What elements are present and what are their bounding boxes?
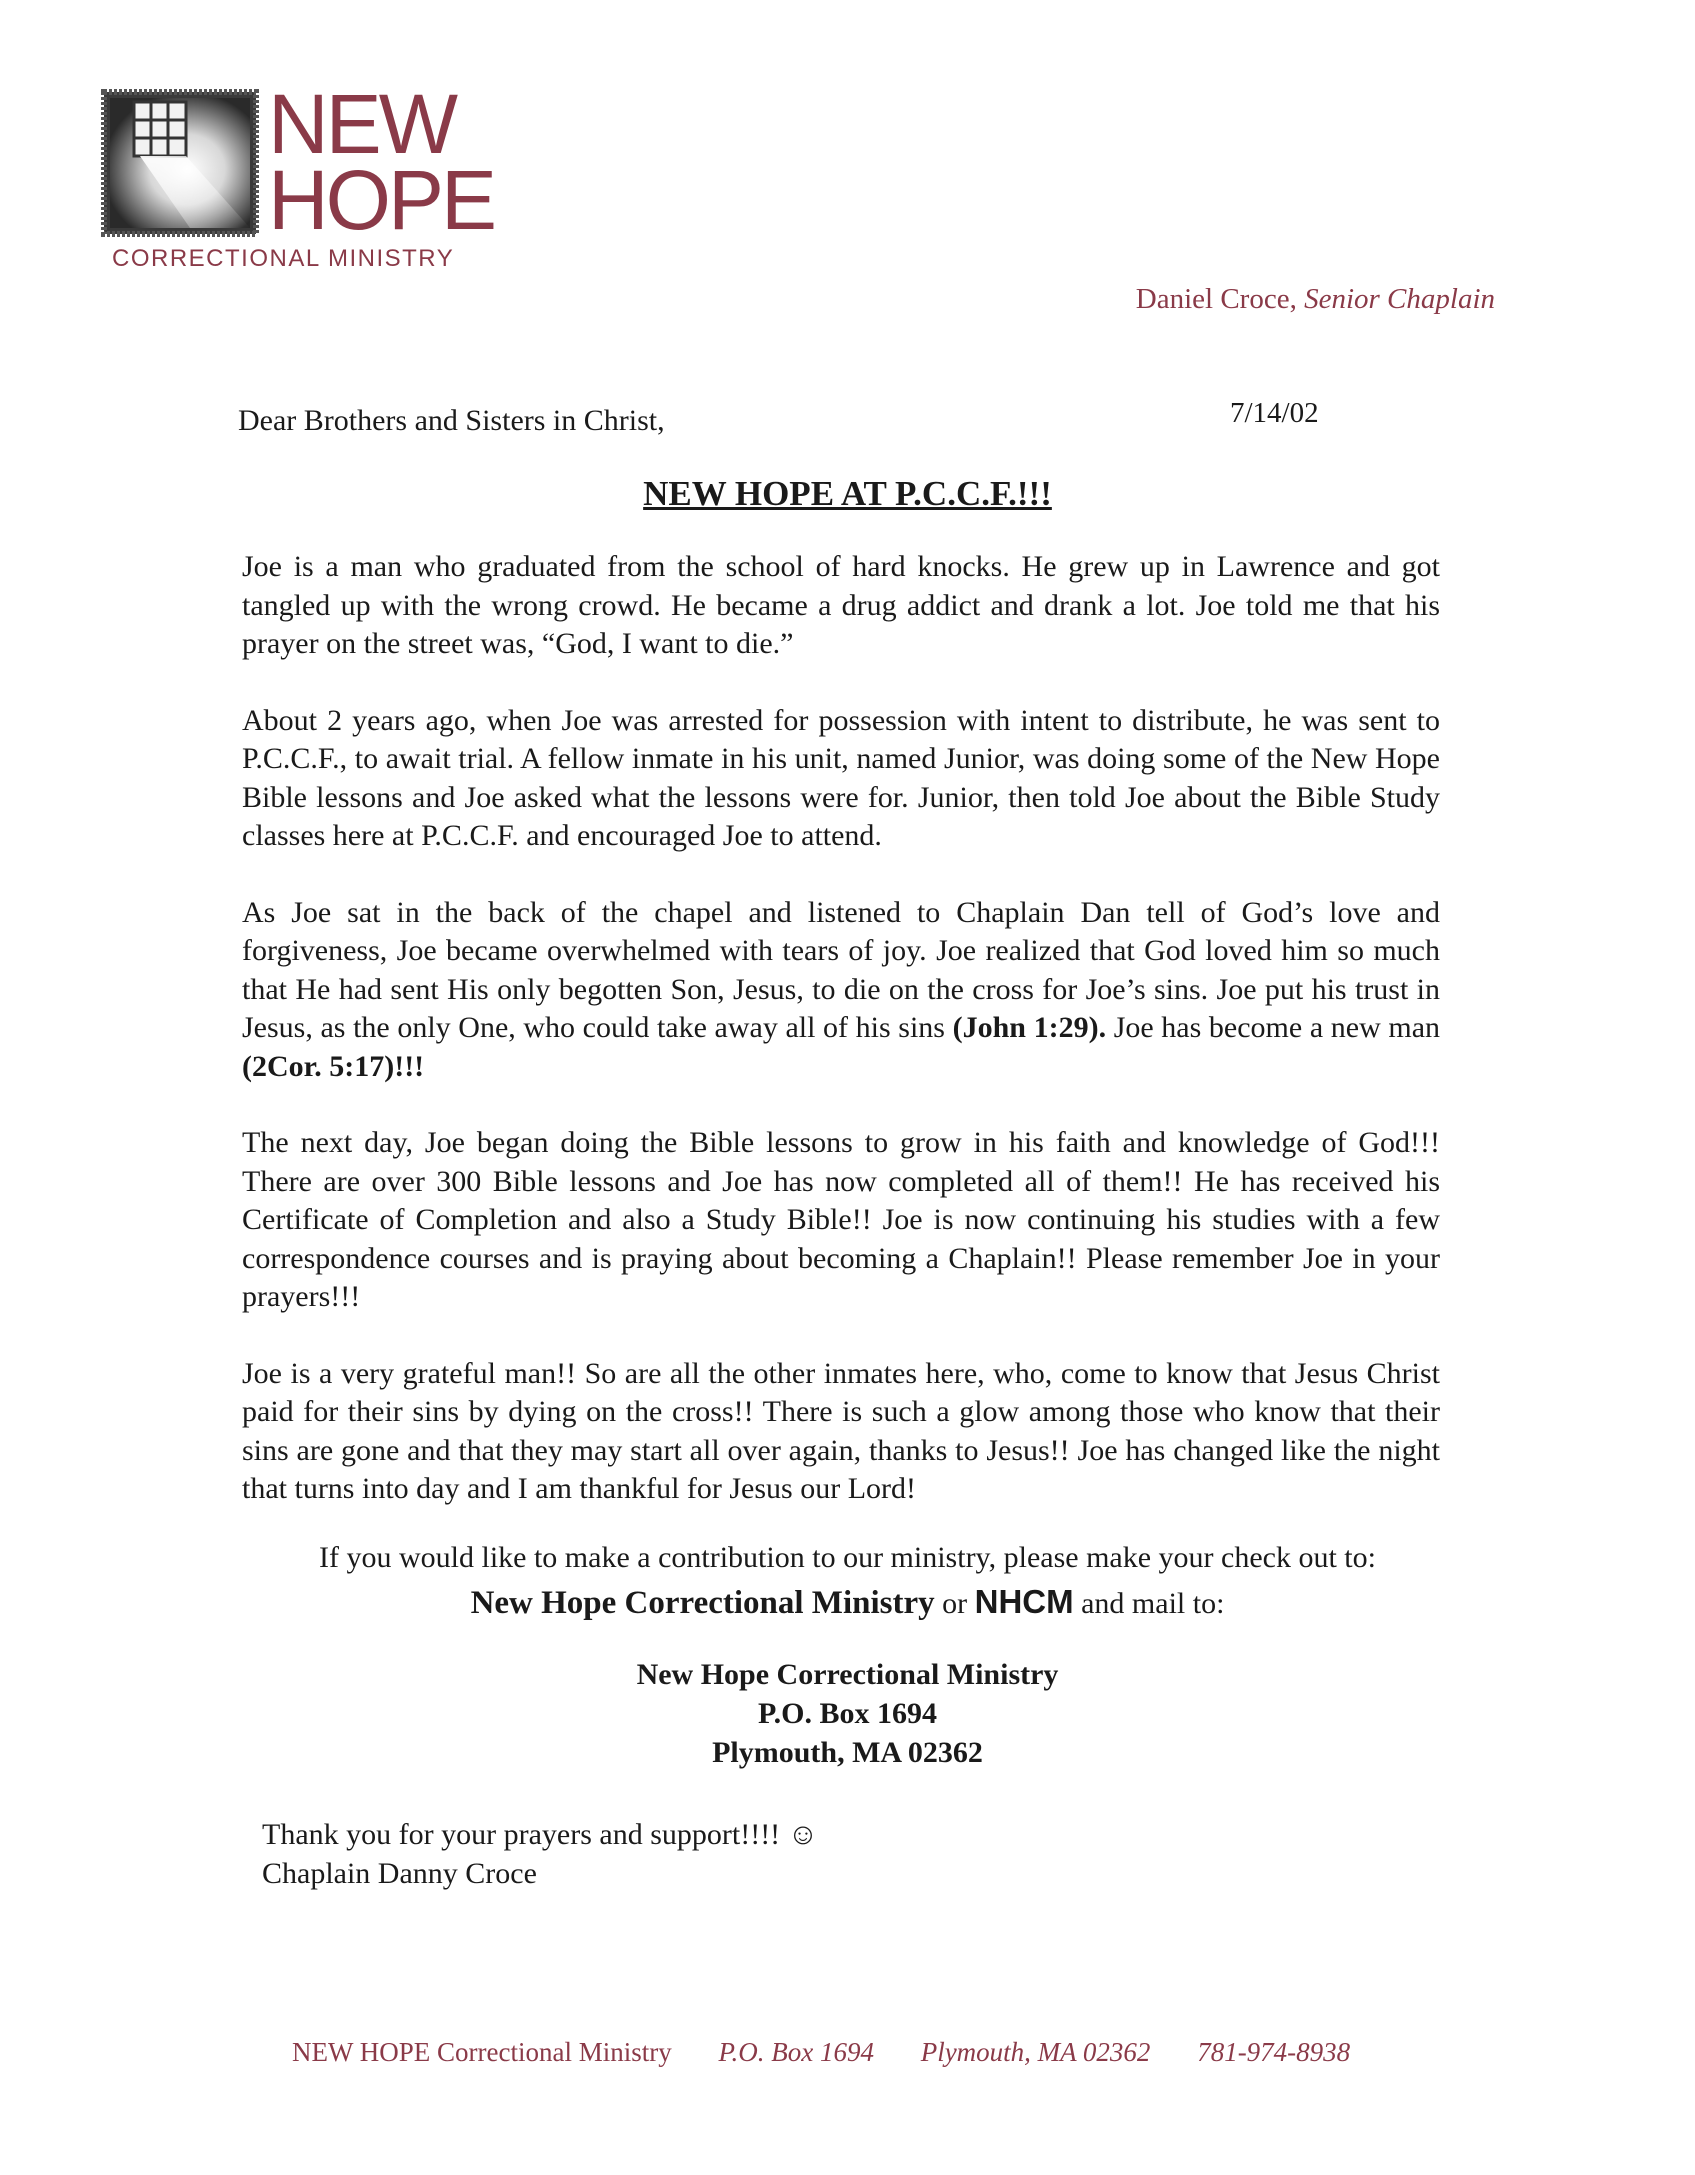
paragraph-3 — [242, 894, 1440, 1087]
letter-headline: NEW HOPE AT P.C.C.F.!!! — [643, 474, 1052, 513]
payee-short: NHCM — [974, 1583, 1074, 1620]
mail-to-text: and mail to: — [1073, 1587, 1225, 1620]
closing-line: Thank you for your prayers and support!!!! ☺ — [262, 1818, 819, 1851]
payee-or: or — [934, 1587, 975, 1620]
paragraph-3-text-b: Joe has become a new man — [1106, 1011, 1441, 1044]
footer-org: NEW HOPE Correctional Ministry — [292, 2037, 672, 2067]
chaplain-line — [1136, 283, 1495, 316]
letterhead-logo — [100, 77, 500, 272]
footer-phone: 781-974-8938 — [1197, 2037, 1351, 2067]
address-city: Plymouth, MA 02362 — [712, 1736, 983, 1769]
logo-wordmark-hope: HOPE — [268, 153, 495, 247]
chaplain-title: Senior Chaplain — [1304, 283, 1495, 315]
logo-wordmark-new: NEW — [268, 77, 455, 171]
paragraph-4: The next day, Joe began doing the Bible lessons to grow in his faith and knowledge of God!!! There are over 300 Bible lessons and Joe has now completed all of them!! He has received his Certificate of Completion and also a Study Bible!! Joe is now continuing his studies with a few correspondence courses and is praying about becoming a Chaplain!! Please remember Joe in your prayers!!! — [242, 1126, 1440, 1313]
payee-name: New Hope Correctional Ministry — [470, 1585, 935, 1621]
payee-line — [0, 1579, 1695, 1627]
scripture-ref-john: (John 1:29). — [952, 1011, 1107, 1044]
letter-footer — [292, 2037, 1390, 2068]
letter-closing — [262, 1815, 818, 1893]
mailing-address — [0, 1655, 1695, 1772]
letter-date: 7/14/02 — [1230, 397, 1319, 429]
chaplain-name: Daniel Croce, — [1135, 283, 1297, 315]
logo-subtitle: CORRECTIONAL MINISTRY — [112, 245, 455, 272]
letter-body — [242, 548, 1440, 1547]
contribution-line: If you would like to make a contribution to our ministry, please make your check out to: — [319, 1541, 1376, 1574]
address-po-box: P.O. Box 1694 — [758, 1697, 937, 1730]
address-name: New Hope Correctional Ministry — [636, 1658, 1059, 1691]
paragraph-5: Joe is a very grateful man!! So are all the other inmates here, who, come to know that Jesus Christ paid for their sins by dying on the cross!! There is such a glow among those who know that their sins are gone and that they may start all over again, thanks to Jesus!! Joe has changed like the night that turns into day and I am thankful for Jesus our Lord! — [242, 1356, 1440, 1505]
paragraph-2: About 2 years ago, when Joe was arrested for possession with intent to distribute, he was sent to P.C.C.F., to await trial. A fellow inmate in his unit, named Junior, was doing some of the New Hope Bible lessons and Joe asked what the lessons were for. Junior, then told Joe about the Bible Study classes here at P.C.C.F. and encouraged Joe to attend. — [242, 703, 1440, 852]
paragraph-3-text-a: As Joe sat in the back of the chapel and listened to Chaplain Dan tell of God’s love and forgiveness, Joe became overwhelmed with tears of joy. Joe realized that God loved him so much that He had sent His only begotten Son, Jesus, to die on the cross for Joe’s sins. Joe put his trust in Jesus, as the only One, who could take away all of his sins — [242, 895, 1440, 1044]
barred-window-light-icon — [100, 88, 260, 238]
contribution-request — [0, 1537, 1695, 1627]
signature: Chaplain Danny Croce — [262, 1857, 537, 1890]
footer-po-box: P.O. Box 1694 — [718, 2037, 874, 2067]
footer-city: Plymouth, MA 02362 — [920, 2037, 1151, 2067]
scripture-ref-corinthians: (2Cor. 5:17)!!! — [242, 1049, 425, 1083]
salutation: Dear Brothers and Sisters in Christ, — [238, 404, 665, 437]
paragraph-1: Joe is a man who graduated from the school of hard knocks. He grew up in Lawrence and got tangled up with the wrong crowd. He became a drug addict and drank a lot. Joe told me that his prayer on the street was, “God, I want to die.” — [242, 550, 1440, 660]
